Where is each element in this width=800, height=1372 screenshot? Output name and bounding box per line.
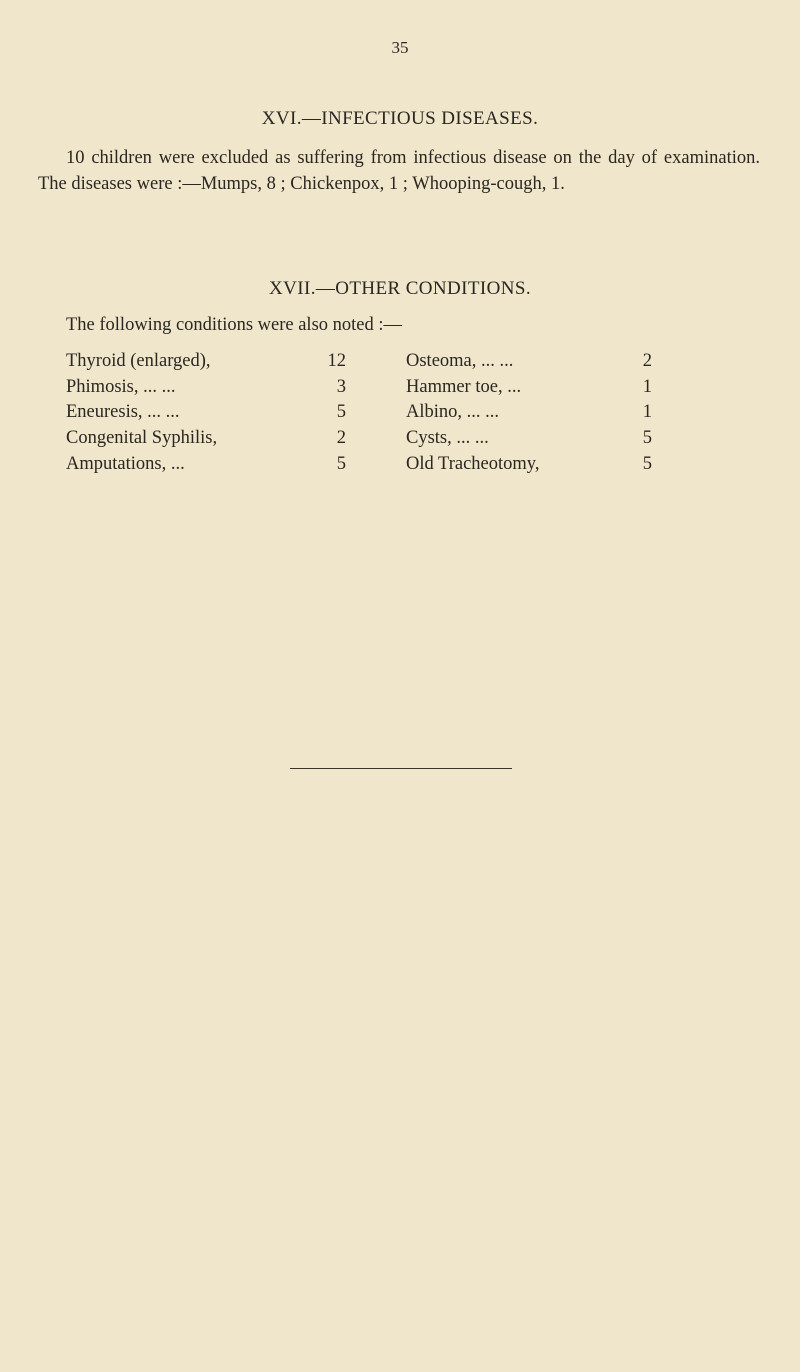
condition-name: Congenital Syphilis, (66, 428, 218, 449)
condition-count: 1 (642, 402, 652, 423)
section-17-lead: The following conditions were also noted :— (66, 315, 403, 335)
table-row (66, 426, 652, 452)
table-row (66, 451, 652, 477)
condition-name: Thyroid (enlarged), (66, 351, 211, 372)
condition-count: 5 (336, 453, 346, 474)
condition-count: 12 (327, 351, 346, 372)
condition-count: 2 (336, 428, 346, 449)
section-17-heading: XVII.—OTHER CONDITIONS. (269, 278, 531, 299)
condition-name: Phimosis, ... ... (66, 376, 176, 397)
condition-name: Old Tracheotomy, (406, 453, 540, 474)
condition-name: Cysts, ... ... (406, 428, 489, 449)
table-row (66, 400, 652, 426)
page-number: 35 (391, 38, 409, 57)
condition-name: Osteoma, ... ... (406, 351, 514, 372)
condition-count: 2 (642, 351, 652, 372)
section-16-paragraph: 10 children were excluded as suffering from infectious disease on the day of examination. The diseases were :—Mumps, 8 ; Chickenpox, 1 ; Whooping-cough, 1. (38, 148, 760, 194)
table-row (66, 349, 652, 375)
condition-count: 5 (642, 453, 652, 474)
conditions-table (66, 349, 652, 477)
condition-count: 5 (642, 428, 652, 449)
condition-name: Albino, ... ... (406, 402, 500, 423)
condition-count: 3 (336, 376, 346, 397)
section-16-heading: XVI.—INFECTIOUS DISEASES. (261, 108, 539, 129)
end-rule-divider (290, 768, 512, 769)
table-row (66, 375, 652, 401)
condition-name: Hammer toe, ... (406, 376, 522, 397)
condition-count: 5 (336, 402, 346, 423)
condition-name: Amputations, ... (66, 453, 185, 474)
condition-name: Eneuresis, ... ... (66, 402, 180, 423)
condition-count: 1 (642, 376, 652, 397)
